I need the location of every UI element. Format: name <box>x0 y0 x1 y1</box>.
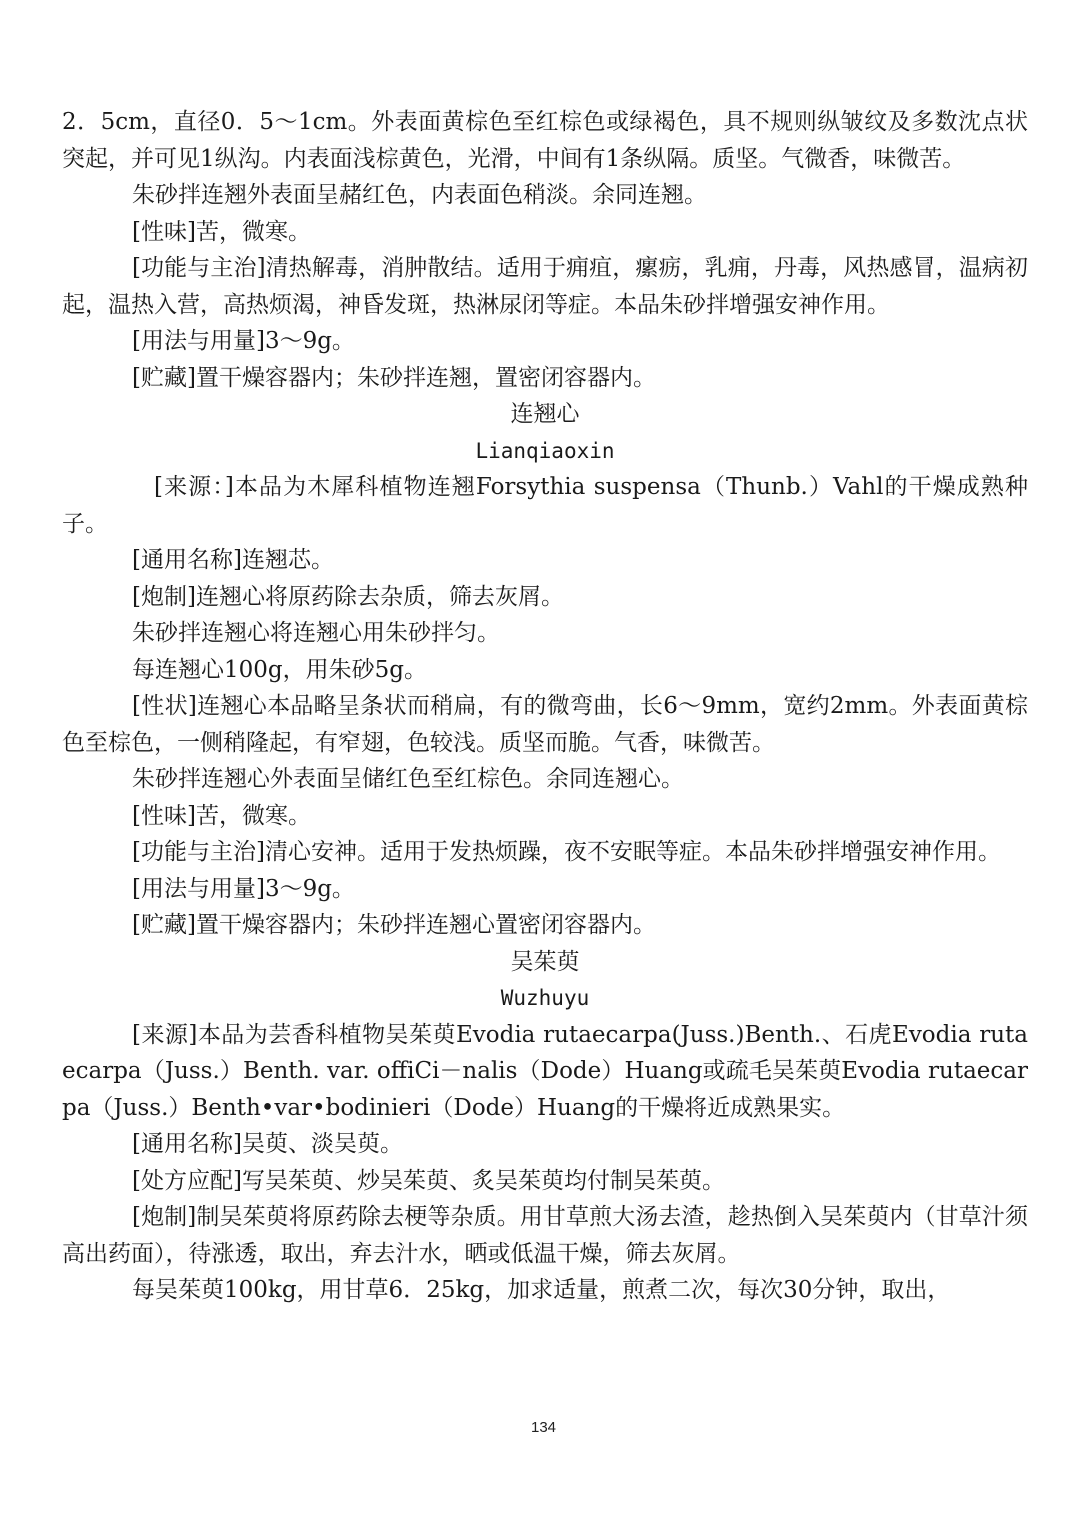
paragraph: 朱砂拌连翘心将连翘心用朱砂拌匀。 <box>132 620 500 646</box>
paragraph: [炮制]制吴茱萸将原药除去梗等杂质。用甘草煎大汤去渣，趁热倒入吴茱萸内（甘草汁须高出药面），待涨透，取出，弃去汁水，晒或低温干燥，筛去灰屑。 <box>62 1204 1028 1267</box>
paragraph: [贮藏]置干燥容器内；朱砂拌连翘心置密闭容器内。 <box>132 912 656 938</box>
paragraph: [性味]苦，微寒。 <box>132 802 311 829</box>
paragraph: 2．5cm，直径0．5～1cm。外表面黄棕色至红棕色或绿褐色，具不规则纵皱纹及多数沈点状突起，并可见1纵沟。内表面浅棕黄色，光滑，中间有1条纵隔。质坚。气微香，味微苦。 <box>62 109 1028 172</box>
document-body <box>62 104 1028 1309</box>
paragraph: 朱砂拌连翘心外表面呈储红色至红棕色。余同连翘心。 <box>132 766 684 792</box>
section-title: 吴茱萸 <box>510 948 580 975</box>
page-number: 134 <box>530 1419 557 1436</box>
paragraph: 朱砂拌连翘外表面呈赭红色，内表面色稍淡。余同连翘。 <box>132 182 707 208</box>
section-pinyin: Wuzhuyu <box>500 986 590 1010</box>
paragraph: [用法与用量]3～9g。 <box>132 328 355 354</box>
paragraph: [性味]苦，微寒。 <box>132 218 311 245</box>
paragraph: [用法与用量]3～9g。 <box>132 875 355 902</box>
paragraph: [来源：]本品为木犀科植物连翘Forsythia suspensa（Thunb.）Vahl的干燥成熟种子。 <box>62 474 1028 537</box>
paragraph: [炮制]连翘心将原药除去杂质，筛去灰屑。 <box>132 583 564 610</box>
paragraph: [性状]连翘心本品略呈条状而稍扁，有的微弯曲，长6～9mm，宽约2mm。外表面黄棕色至棕色，一侧稍隆起，有窄翅，色较浅。质坚而脆。气香，味微苦。 <box>62 693 1028 756</box>
paragraph: [来源]本品为芸香科植物吴茱萸Evodia rutaecarpa(Juss.)Benth.、石虎Evodia rutaecarpa（Juss.）Benth. var. offiCi－nalis（Dode）Huang或疏毛吴茱萸Evodia rutaecarpa（Juss.）Benth•var•bodinieri（Dode）Huang的干燥将近成熟果实。 <box>62 1021 1028 1121</box>
paragraph: 每吴茱萸100kg，用甘草6．25kg，加求适量，煎煮二次，每次30分钟，取出， <box>132 1277 951 1303</box>
paragraph: [处方应配]写吴茱萸、炒吴茱萸、炙吴茱萸均付制吴茱萸。 <box>132 1167 725 1194</box>
paragraph: [功能与主治]清心安神。适用于发热烦躁，夜不安眠等症。本品朱砂拌增强安神作用。 <box>132 839 1001 865</box>
paragraph: [贮藏]置干燥容器内；朱砂拌连翘，置密闭容器内。 <box>132 364 656 391</box>
paragraph: [通用名称]连翘芯。 <box>132 547 334 573</box>
section-pinyin: Lianqiaoxin <box>475 438 615 463</box>
paragraph: 每连翘心100g，用朱砂5g。 <box>132 656 427 683</box>
section-title: 连翘心 <box>510 401 580 427</box>
paragraph: [功能与主治]清热解毒，消肿散结。适用于痈疽，瘰疬，乳痈，丹毒，风热感冒，温病初起，温热入营，高热烦渴，神昏发斑，热淋尿闭等症。本品朱砂拌增强安神作用。 <box>62 255 1028 318</box>
paragraph: [通用名称]吴萸、淡吴萸。 <box>132 1131 403 1157</box>
